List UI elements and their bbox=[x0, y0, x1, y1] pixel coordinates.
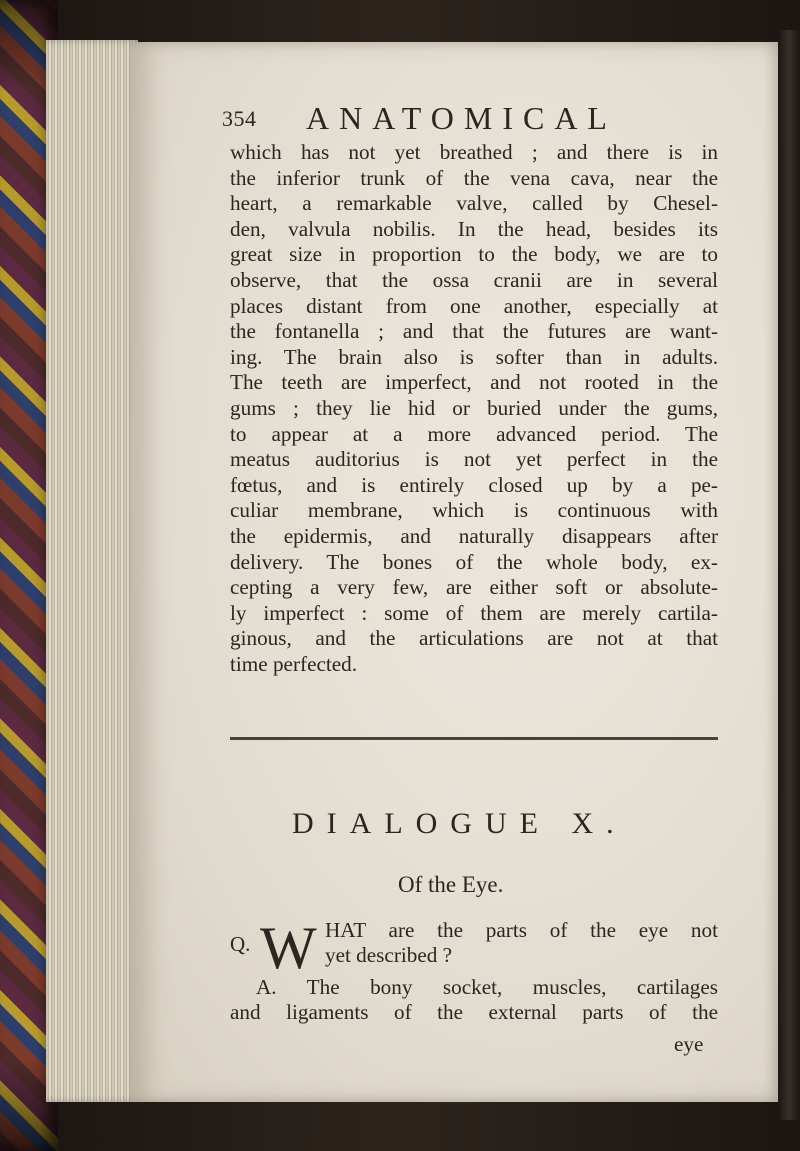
section-divider-rule bbox=[230, 737, 718, 740]
body-line: culiar membrane, which is continuous with bbox=[230, 498, 718, 523]
catchword: eye bbox=[674, 1032, 704, 1056]
page-edges bbox=[46, 40, 138, 1102]
body-line: to appear at a more advanced period. The bbox=[230, 421, 718, 446]
page-number: 354 bbox=[222, 106, 257, 131]
drop-cap: W bbox=[260, 915, 317, 981]
body-line: the inferior trunk of the vena cava, near the bbox=[230, 165, 718, 190]
body-line: cepting a very few, are either soft or absolute- bbox=[230, 575, 718, 600]
question-line: yet described ? bbox=[325, 943, 453, 967]
body-line: places distant from one another, especially at bbox=[230, 293, 718, 318]
dialogue-subheading: Of the Eye. bbox=[398, 872, 504, 897]
body-line: fœtus, and is entirely closed up by a pe- bbox=[230, 472, 718, 497]
book-page bbox=[130, 42, 778, 1102]
body-line: the epidermis, and naturally disappears after bbox=[230, 523, 718, 548]
body-line: observe, that the ossa cranii are in several bbox=[230, 267, 718, 292]
body-line: delivery. The bones of the whole body, ex- bbox=[230, 549, 718, 574]
page-header bbox=[222, 98, 742, 138]
right-page-edge bbox=[778, 30, 800, 1120]
answer-line: and ligaments of the external parts of the bbox=[230, 1000, 718, 1024]
body-line: the fontanella ; and that the futures are want- bbox=[230, 319, 718, 344]
answer-line: A. The bony socket, muscles, cartilages bbox=[256, 975, 718, 999]
question-line: HAT are the parts of the eye not bbox=[325, 918, 718, 942]
dialogue-heading: DIALOGUE X. bbox=[292, 807, 627, 840]
body-line: ginous, and the articulations are not at that bbox=[230, 626, 718, 651]
body-line: heart, a remarkable valve, called by Chesel- bbox=[230, 191, 718, 216]
body-line: which has not yet breathed ; and there is in bbox=[230, 140, 718, 164]
body-line: great size in proportion to the body, we are to bbox=[230, 242, 718, 267]
body-line: den, valvula nobilis. In the head, besides its bbox=[230, 216, 718, 241]
body-line: ing. The brain also is softer than in adults. bbox=[230, 344, 718, 369]
body-line: meatus auditorius is not yet perfect in the bbox=[230, 447, 718, 472]
body-text bbox=[230, 140, 718, 677]
body-line: ly imperfect : some of them are merely cartila- bbox=[230, 600, 718, 625]
running-head: ANATOMICAL bbox=[306, 100, 617, 136]
body-line: gums ; they lie hid or buried under the gums, bbox=[230, 395, 718, 420]
question-answer-block bbox=[230, 915, 718, 1058]
question-label: Q. bbox=[230, 932, 251, 956]
body-line: time perfected. bbox=[230, 651, 358, 676]
body-line: The teeth are imperfect, and not rooted in the bbox=[230, 370, 718, 395]
